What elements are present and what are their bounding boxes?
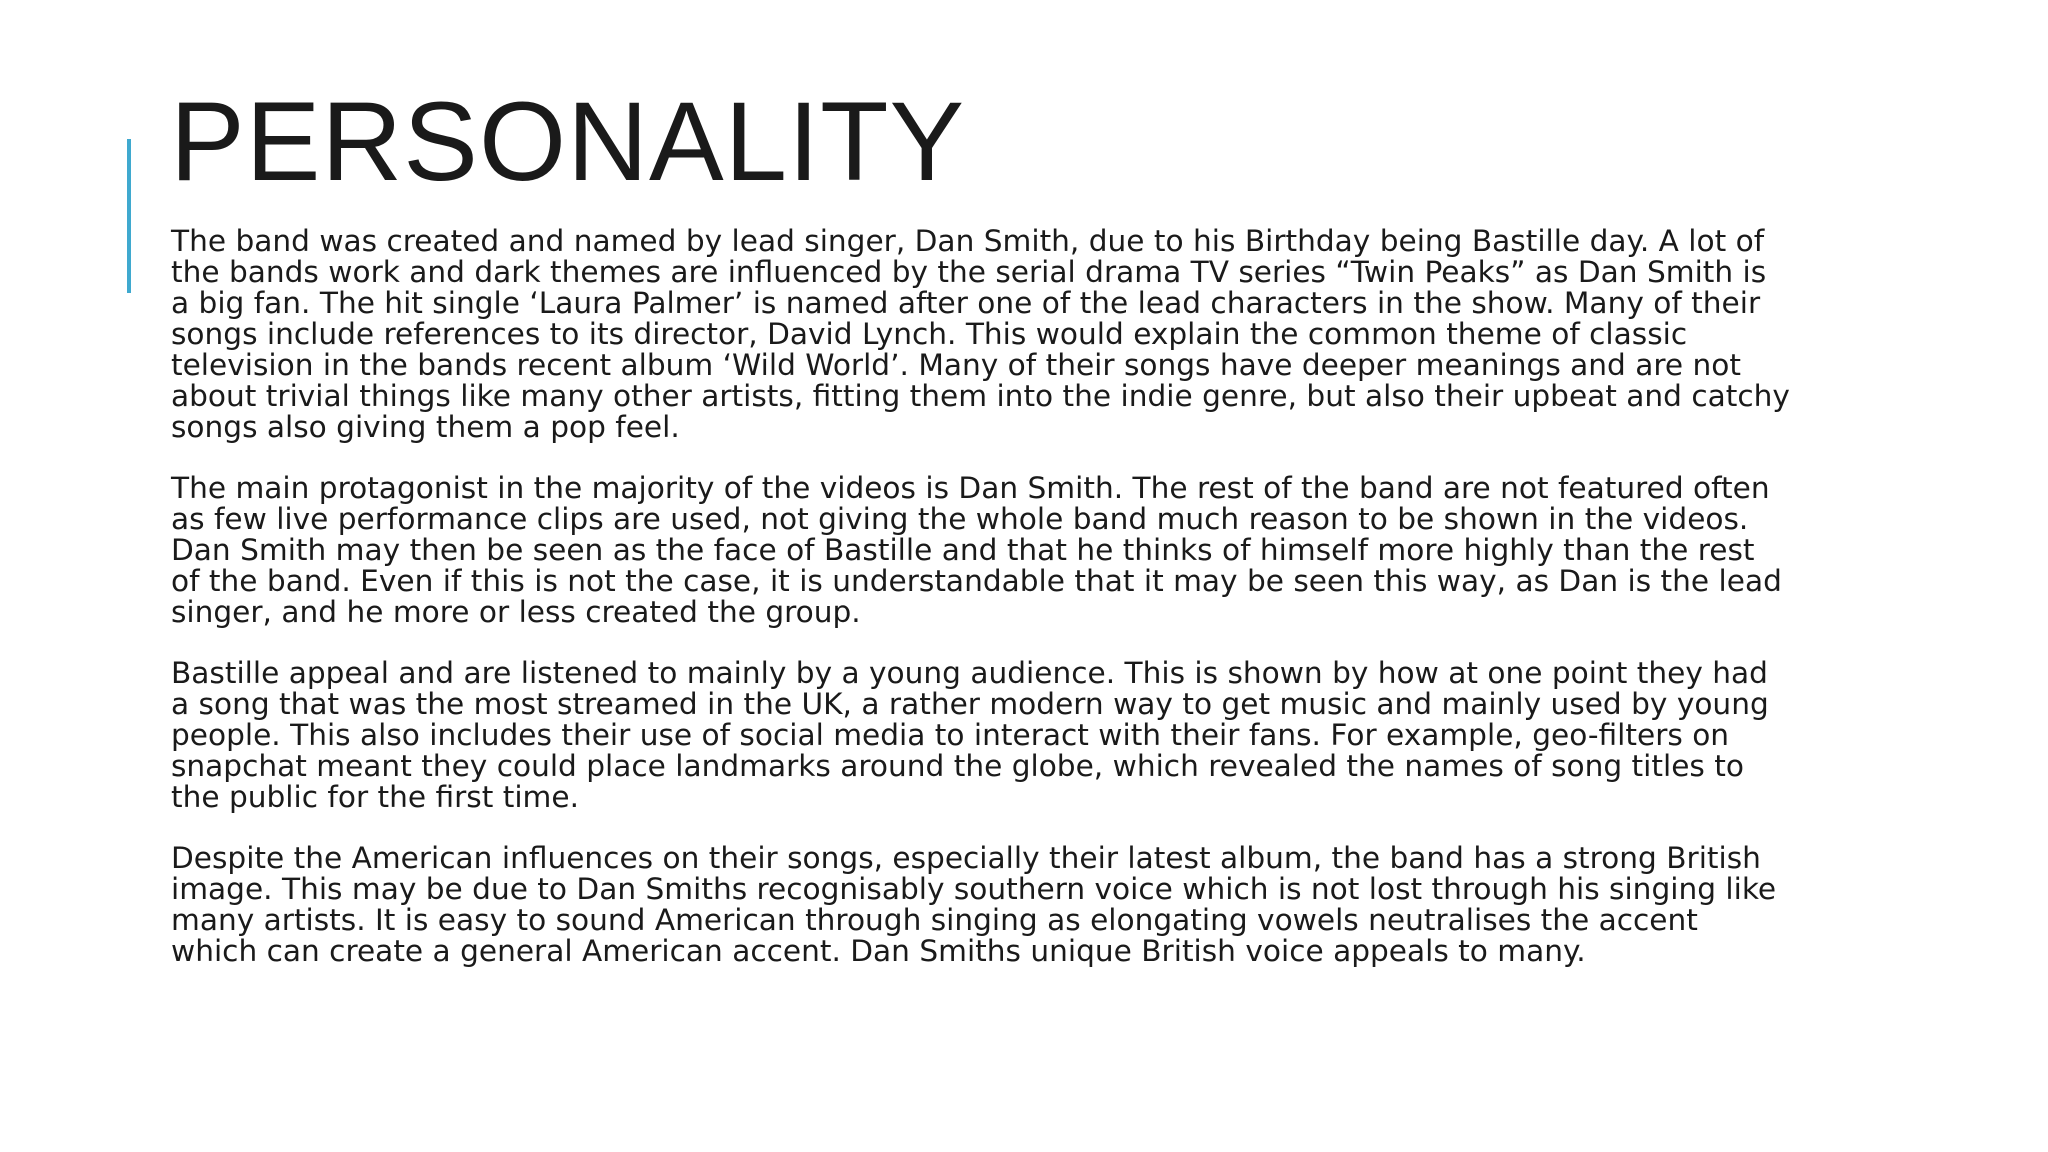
- slide-body: [171, 226, 1791, 997]
- title-accent-bar: [127, 139, 131, 293]
- body-paragraph-4: Despite the American influences on their songs, especially their latest album, the band has a strong British image. This may be due to Dan Smiths recognisably southern voice which is not lost through his singing like many artists. It is easy to sound American through singing as elongating vowels neutralises the accent which can create a general American accent. Dan Smiths unique British voice appeals to many.: [171, 841, 1777, 968]
- body-paragraph-1: The band was created and named by lead singer, Dan Smith, due to his Birthday being Bastille day. A lot of the bands work and dark themes are influenced by the serial drama TV series “Twin Peaks” as Dan Smith is a big fan. The hit single ‘Laura Palmer’ is named after one of the lead characters in the show. Many of their songs include references to its director, David Lynch. This would explain the common theme of classic television in the bands recent album ‘Wild World’. Many of their songs have deeper meanings and are not about trivial things like many other artists, fitting them into the indie genre, but also their upbeat and catchy songs also giving them a pop feel.: [171, 224, 1790, 444]
- slide-title: PERSONALITY: [170, 79, 966, 204]
- body-paragraph-3: Bastille appeal and are listened to mainly by a young audience. This is shown by how at one point they had a song that was the most streamed in the UK, a rather modern way to get music and mainly used by young people. This also includes their use of social media to interact with their fans. For example, geo-filters on snapchat meant they could place landmarks around the globe, which revealed the names of song titles to the public for the first time.: [171, 656, 1769, 814]
- body-paragraph-2: The main protagonist in the majority of the videos is Dan Smith. The rest of the band are not featured often as few live performance clips are used, not giving the whole band much reason to be shown in the videos. Dan Smith may then be seen as the face of Bastille and that he thinks of himself more highly than the rest of the band. Even if this is not the case, it is understandable that it may be seen this way, as Dan is the lead singer, and he more or less created the group.: [171, 471, 1782, 629]
